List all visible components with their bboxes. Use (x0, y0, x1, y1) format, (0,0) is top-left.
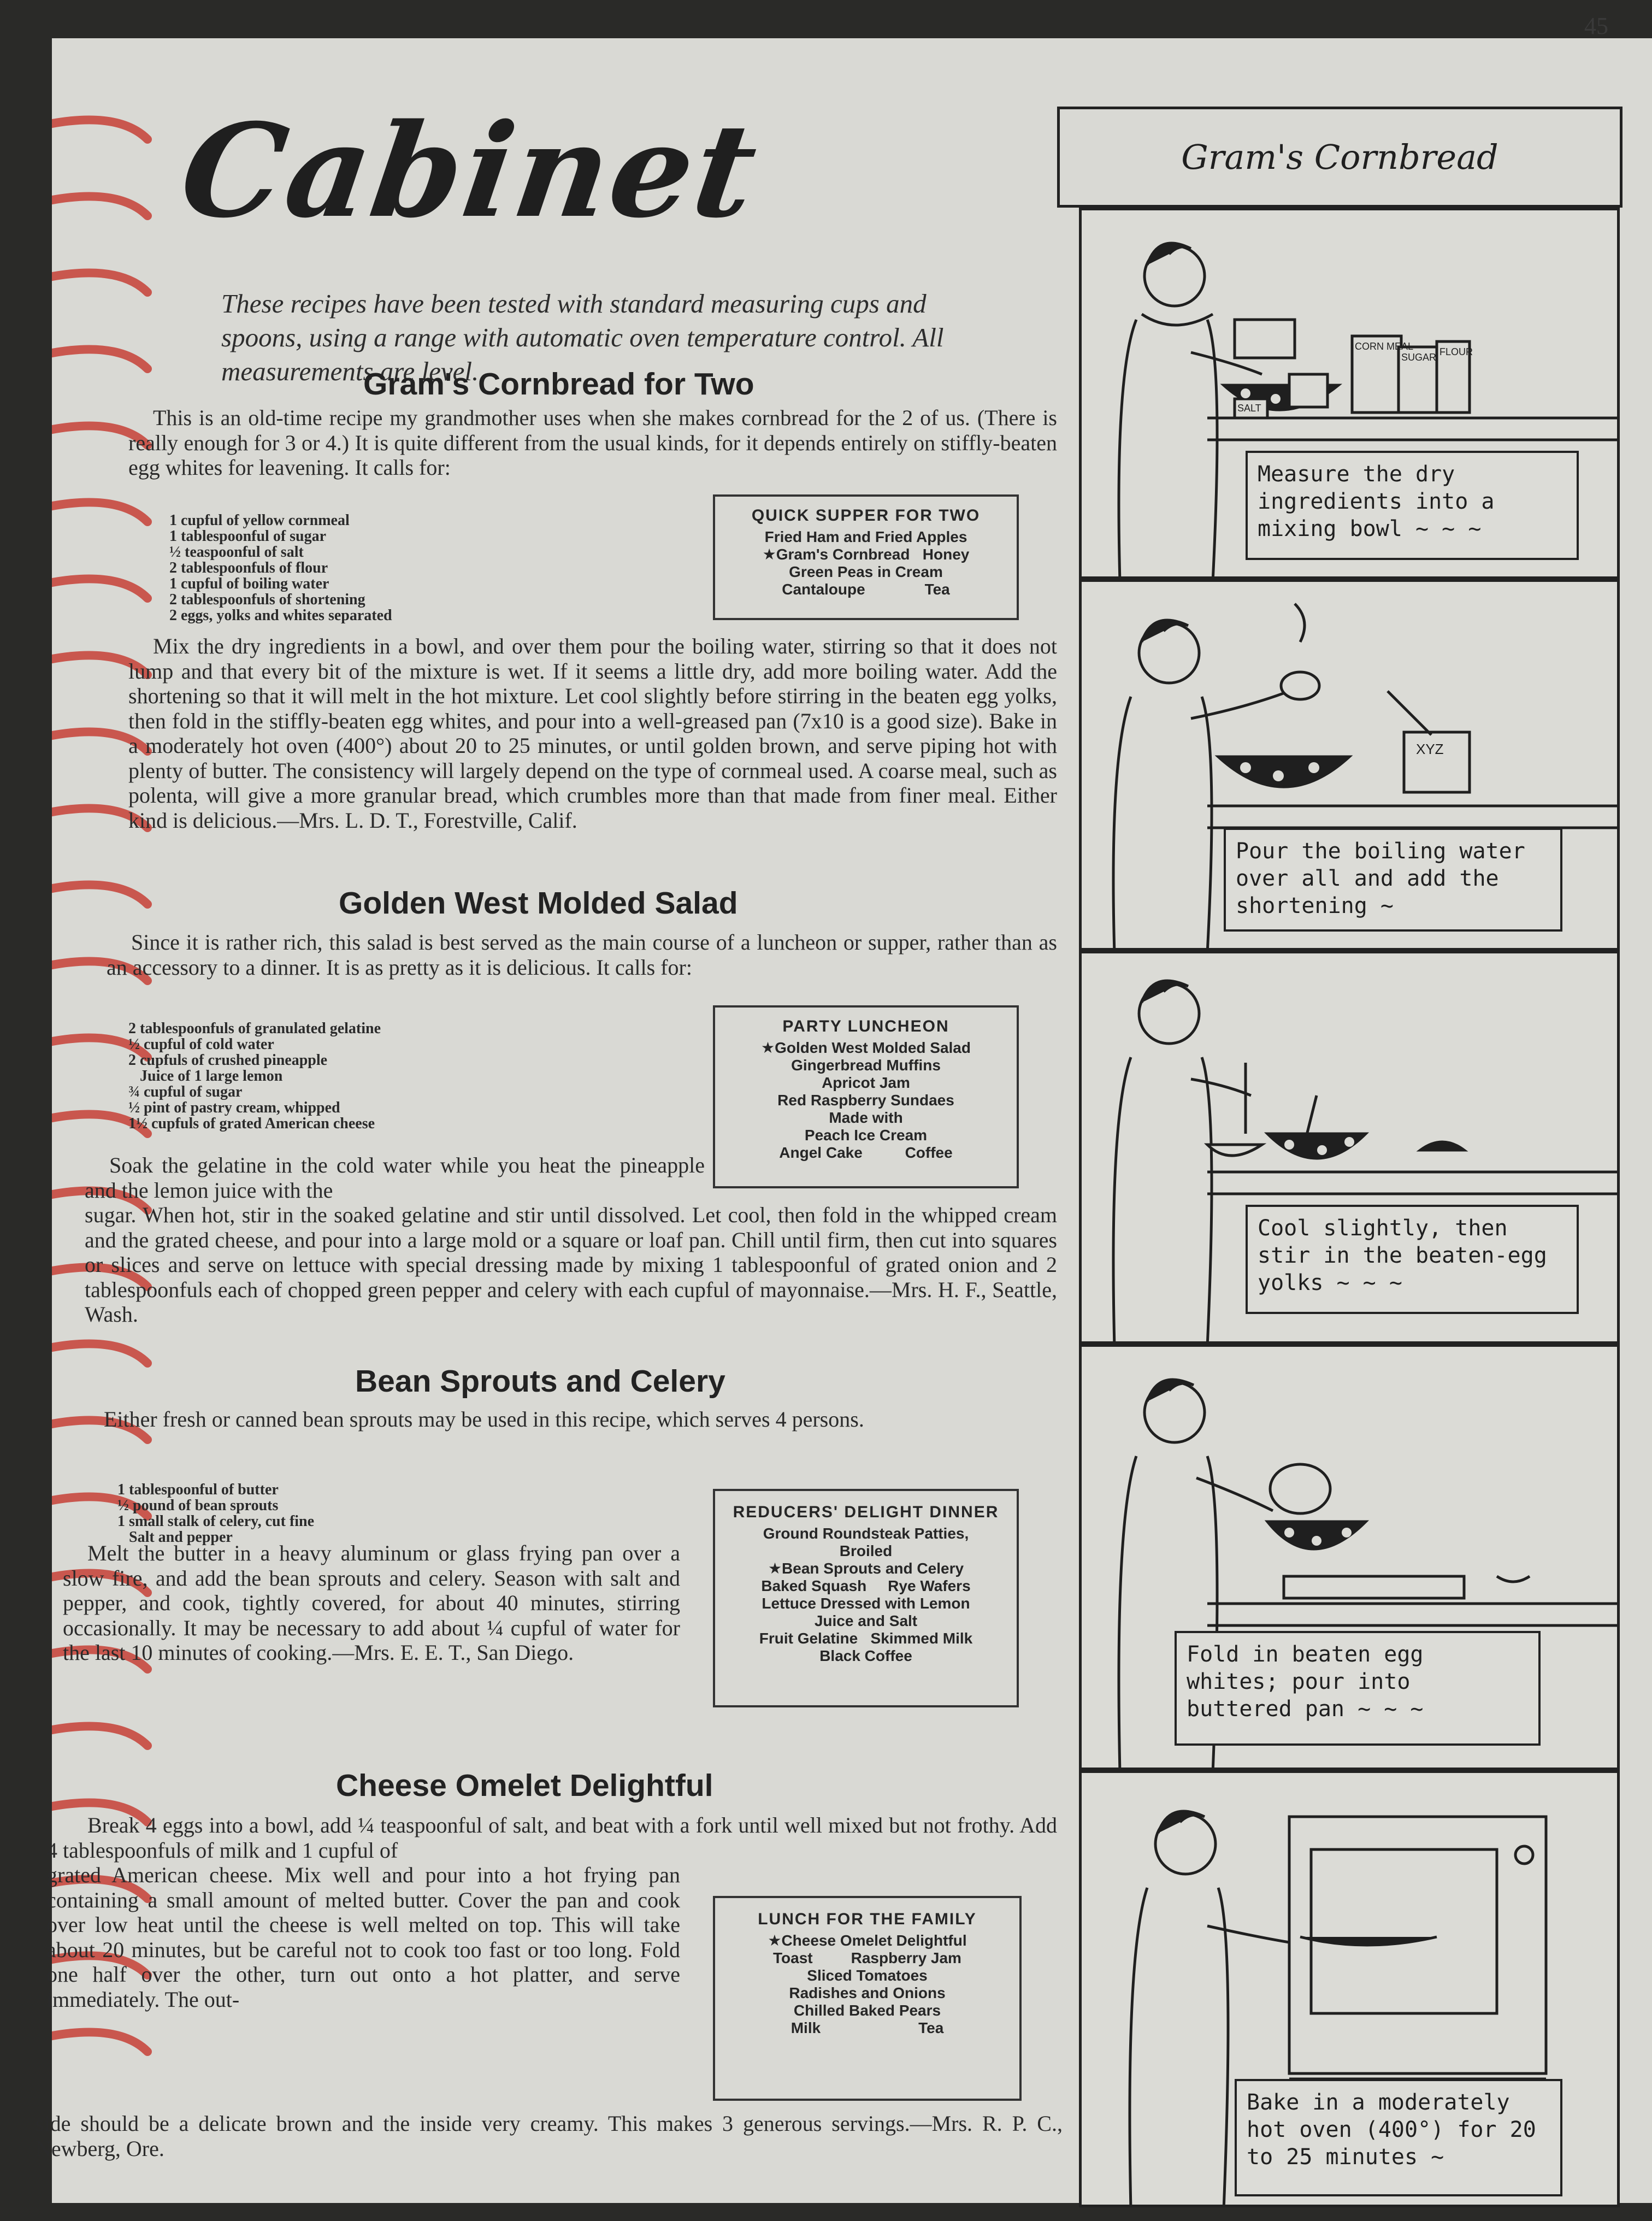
page-title: Cabinet (172, 96, 768, 246)
sugar-label: SUGAR (1401, 352, 1437, 363)
strip-panel (1079, 951, 1620, 1344)
panel-caption: Measure the dry ingredients into a mixing bowl ~ ~ ~ (1246, 451, 1579, 560)
recipe-intro: Either fresh or canned bean sprouts may be used in this recipe, which serves 4 persons. (104, 1407, 864, 1431)
flour-label: FLOUR (1439, 346, 1473, 357)
ingredient-list: 1 cupful of yellow cornmeal 1 tablespoonful of sugar ½ teaspoonful of salt 2 tablespoonfuls of flour 1 cupful of boiling water 2 tablespoonfuls of shortening 2 eggs, yolks and whites separated (169, 512, 392, 624)
recipe-method: Soak the gelatine in the cold water while you heat the pineapple and the lemon juice with the (85, 1153, 705, 1203)
page-number: 45 (1584, 13, 1608, 39)
recipe-intro: This is an old-time recipe my grandmother uses when she makes cornbread for the 2 of us. (There is really enough for 3 or 4.) It is quite different from the usual kinds, for it depends entirely on stiffly-beaten egg whites for leavening. It calls for: (128, 405, 1057, 480)
menu-box (713, 1489, 1019, 1707)
strip-title: Gram's Cornbread (1057, 107, 1622, 208)
menu-title: PARTY LUNCHEON (782, 1017, 949, 1035)
intro-note: These recipes have been tested with standard measuring cups and spoons, using a range with automatic oven temperature control. All measurements are level. (221, 288, 944, 386)
strip-panel (1079, 208, 1620, 579)
recipe-method: Break 4 eggs into a bowl, add ¼ teaspoonful of salt, and beat with a fork until well mixed but not frothy. Add 4 tablespoonfuls of milk and 1 cupful of (46, 1813, 1057, 1863)
ingredient-list: 1 tablespoonful of butter ½ pound of bean sprouts 1 small stalk of celery, cut fine Salt and pepper (117, 1481, 315, 1546)
recipe-heading: Gram's Cornbread for Two (363, 367, 754, 402)
menu-title: LUNCH FOR THE FAMILY (758, 1910, 977, 1928)
menu-items: Fried Ham and Fried Apples ★Gram's Cornbread Honey Green Peas in Cream Cantaloupe Tea (762, 528, 970, 598)
recipe-heading: Cheese Omelet Delightful (336, 1768, 713, 1803)
cookbook-page (36, 13, 1652, 2203)
menu-title: REDUCERS' DELIGHT DINNER (733, 1503, 999, 1521)
recipe-method-continued: side should be a delicate brown and the inside very creamy. This makes 3 generous servings.—Mrs. R. P. C., Newberg, Ore. (36, 2111, 1063, 2161)
menu-items: Ground Roundsteak Patties, Broiled ★Bean Sprouts and Celery Baked Squash Rye Wafers Lettuce Dressed with Lemon Juice and Salt Fruit Gelatine Skimmed Milk Black Coffee (759, 1525, 973, 1664)
strip-panel (1079, 1344, 1620, 1770)
panel-caption: Bake in a moderately hot oven (400°) for 20 to 25 minutes ~ (1235, 2079, 1562, 2196)
ingredient-list: 2 tablespoonfuls of granulated gelatine ½ cupful of cold water 2 cupfuls of crushed pineapple Juice of 1 large lemon ¾ cupful of sugar ½ pint of pastry cream, whipped 1½ cupfuls of grated American cheese (128, 1020, 381, 1132)
recipe-intro: Since it is rather rich, this salad is best served as the main course of a luncheon or supper, rather than as an accessory to a dinner. It is as pretty as it is delicious. It calls for: (107, 930, 1057, 980)
strip-panel (1079, 1770, 1620, 2207)
menu-items: ★Golden West Molded Salad Gingerbread Muffins Apricot Jam Red Raspberry Sundaes Made with Peach Ice Cream Angel Cake Coffee (761, 1039, 971, 1161)
illustrated-strip (1057, 107, 1622, 2221)
menu-title: QUICK SUPPER FOR TWO (751, 506, 981, 525)
menu-box (713, 1896, 1022, 2101)
cornmeal-label: CORN MEAL (1355, 341, 1414, 352)
recipe-method-continued: sugar. When hot, stir in the soaked gelatine and stir until dissolved. Let cool, then fold in the whipped cream and the grated cheese, and pour into a large mold or a square or loaf pan. Chill until firm, then cut into squares or slices and serve on lettuce with special dressing made by mixing 1 tablespoonful of grated onion and 2 tablespoonfuls each of chopped green pepper and celery with each cupful of mayonnaise.—Mrs. H. F., Seattle, Wash. (85, 1203, 1057, 1327)
recipe-method: Melt the butter in a heavy aluminum or glass frying pan over a slow fire, and add the bean sprouts and celery. Season with salt and pepper, and cook, tightly covered, for about 40 minutes, stirring occasionally. It may be necessary to add about ¼ cupful of water for the last 10 minutes of cooking.—Mrs. E. E. T., San Diego. (63, 1541, 680, 1665)
panel-caption: Pour the boiling water over all and add the shortening ~ (1224, 828, 1562, 932)
recipe-heading: Bean Sprouts and Celery (355, 1364, 725, 1399)
recipe-heading: Golden West Molded Salad (339, 886, 738, 921)
menu-box (713, 494, 1019, 620)
strip-panel (1079, 579, 1620, 951)
salt-label: SALT (1237, 403, 1261, 414)
panel-caption: Fold in beaten egg whites; pour into buttered pan ~ ~ ~ (1175, 1631, 1541, 1746)
recipe-method: Mix the dry ingredients in a bowl, and over them pour the boiling water, stirring so that it does not lump and that every bit of the mixture is wet. If it seems a little dry, add more boiling water. Add the shortening so that it will melt in the hot mixture. Let cool slightly before stirring in the beaten egg yolks, then fold in the stiffly-beaten egg whites, and pour into a well-greased pan (7x10 is a good size). Bake in a moderately hot oven (400°) about 20 to 25 minutes, or until golden brown, and serve piping hot with plenty of butter. The consistency will largely depend on the type of cornmeal used. A coarse meal, such as polenta, will give a more granular bread, which crumbles more than that made from finer meal. Either kind is delicious.—Mrs. L. D. T., Forestville, Calif. (128, 634, 1057, 833)
shortening-can-label: XYZ (1416, 741, 1444, 757)
panel-caption: Cool slightly, then stir in the beaten-egg yolks ~ ~ ~ (1246, 1205, 1579, 1314)
menu-box (713, 1005, 1019, 1188)
menu-items: ★Cheese Omelet Delightful Toast Raspberry Jam Sliced Tomatoes Radishes and Onions Chilled Baked Pears Milk Tea (768, 1932, 967, 2036)
recipe-method-continued: grated American cheese. Mix well and pour into a hot frying pan containing a small amount of melted butter. Cover the pan and cook over low heat until the cheese is well melted on top. This will take about 20 minutes, but be careful not to cook too fast or too long. Fold one half over the other, turn out onto a hot platter, and serve immediately. The out- (46, 1863, 680, 2012)
